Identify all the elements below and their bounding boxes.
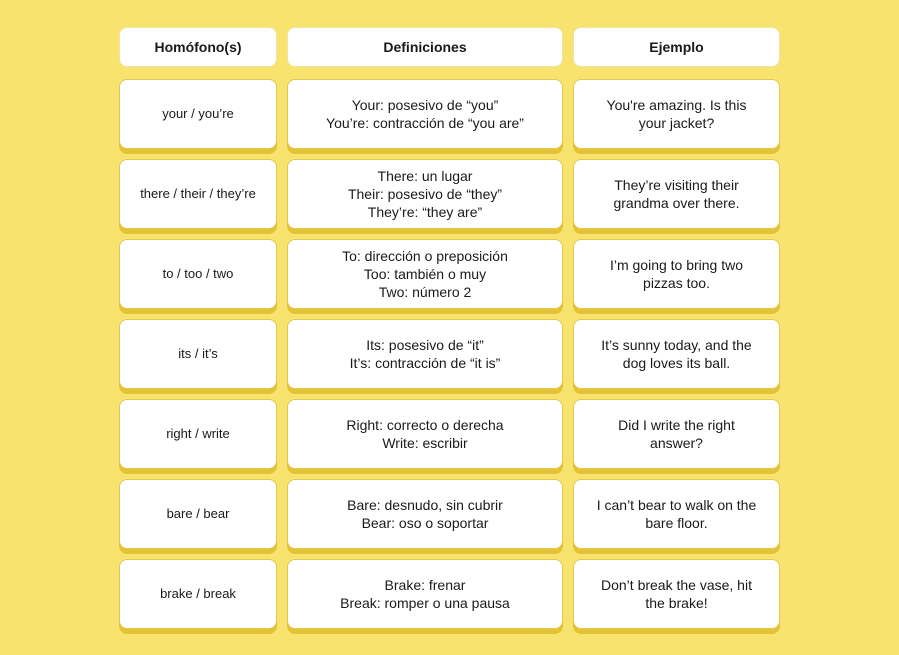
table-row [119,159,780,229]
table-row [119,559,780,629]
homophone-cell: brake / break [119,559,277,629]
table-row [119,79,780,149]
definition-cell [287,479,563,549]
table-row [119,319,780,389]
example-cell [573,479,780,549]
example-cell [573,239,780,309]
example-text: Don’t break the vase, hit the brake! [601,577,752,611]
homophones-table [119,27,780,639]
example-text: I can’t bear to walk on the bare floor. [596,497,757,531]
example-cell [573,559,780,629]
example-text: You're amazing. Is this your jacket? [606,97,747,131]
table-row [119,239,780,309]
definition-cell [287,79,563,149]
definition-line: Right: correcto o derecha [346,417,504,433]
header-definitions: Definiciones [287,27,563,67]
table-header-row [119,27,780,67]
header-example: Ejemplo [573,27,780,67]
example-cell [573,319,780,389]
definition-line: To: dirección o preposición [342,248,508,264]
example-text: Did I write the right answer? [618,417,735,451]
header-homophones: Homófono(s) [119,27,277,67]
definition-line: Bear: oso o soportar [361,515,489,531]
definition-line: Their: posesivo de “they” [347,186,503,202]
definition-cell [287,559,563,629]
definition-line: Write: escribir [382,435,468,451]
homophone-cell: your / you’re [119,79,277,149]
example-text: They’re visiting their grandma over there. [613,177,740,211]
table-row [119,399,780,469]
table-row [119,479,780,549]
example-cell [573,159,780,229]
example-cell [573,399,780,469]
definition-line: Break: romper o una pausa [340,595,510,611]
definition-line: Brake: frenar [384,577,466,593]
definition-line: Too: también o muy [363,266,487,282]
definition-line: Your: posesivo de “you” [351,97,499,113]
definition-line: Bare: desnudo, sin cubrir [347,497,503,513]
definition-line: It’s: contracción de “it is” [349,355,501,371]
homophone-cell: right / write [119,399,277,469]
homophone-cell: to / too / two [119,239,277,309]
definition-cell [287,399,563,469]
definition-line: There: un lugar [377,168,473,184]
example-text: It’s sunny today, and the dog loves its ball. [601,337,752,371]
definition-line: Its: posesivo de “it” [366,337,484,353]
homophone-cell: there / their / they’re [119,159,277,229]
definition-line: Two: número 2 [378,284,472,300]
definition-cell [287,159,563,229]
definition-cell [287,239,563,309]
definition-line: They’re: “they are” [367,204,483,220]
homophone-cell: its / it’s [119,319,277,389]
definition-cell [287,319,563,389]
definition-line: You’re: contracción de “you are” [326,115,524,131]
example-text: I’m going to bring two pizzas too. [609,257,744,291]
example-cell [573,79,780,149]
homophone-cell: bare / bear [119,479,277,549]
